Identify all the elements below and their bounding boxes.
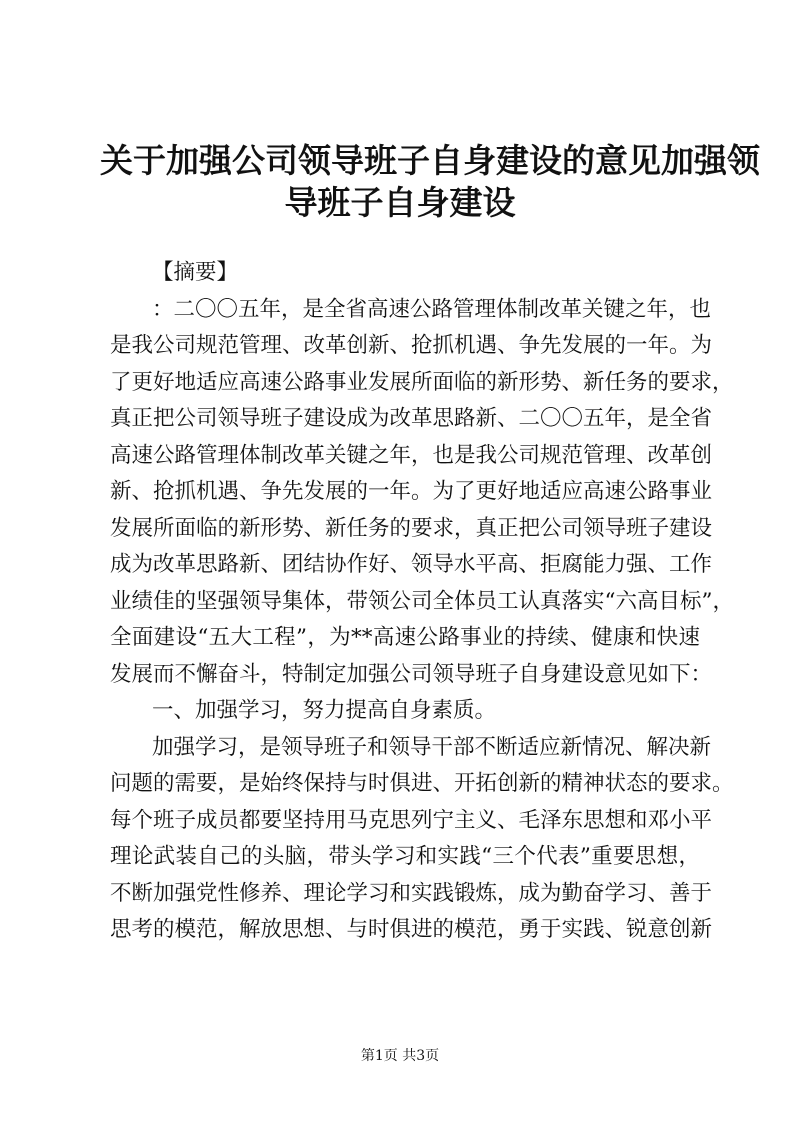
paragraph-line: 发展而不懈奋斗，特制定加强公司领导班子自身建设意见如下： <box>110 661 713 687</box>
paragraph-line: 了更好地适应高速公路事业发展所面临的新形势、新任务的要求， <box>110 369 734 395</box>
paragraph-line: 高速公路管理体制改革关键之年，也是我公司规范管理、改革创 <box>110 442 713 468</box>
paragraph-line: 业绩佳的坚强领导集体，带领公司全体员工认真落实“六高目标”， <box>110 588 734 614</box>
paragraph-line: 新、抢抓机遇、争先发展的一年。为了更好地适应高速公路事业 <box>110 479 713 504</box>
paragraph-line: 全面建设“五大工程”，为**高速公路事业的持续、健康和快速 <box>110 625 700 650</box>
paragraph-line: 发展所面临的新形势、新任务的要求，真正把公司领导班子建设 <box>110 515 713 541</box>
abstract-heading: 【摘要】 <box>152 260 239 285</box>
title-line-2: 导班子自身建设 <box>284 183 516 222</box>
paragraph-line: 不断加强党性修养、理论学习和实践锻炼，成为勤奋学习、善于 <box>110 880 713 906</box>
paragraph-line: 真正把公司领导班子建设成为改革思路新、二〇〇五年，是全省 <box>110 406 713 431</box>
paragraph-line: 思考的模范，解放思想、与时俱进的模范，勇于实践、锐意创新 <box>110 917 713 942</box>
document-title <box>100 140 760 224</box>
paragraph-line: 成为改革思路新、团结协作好、领导水平高、拒腐能力强、工作 <box>110 552 713 577</box>
paragraph-line: 是我公司规范管理、改革创新、抢抓机遇、争先发展的一年。为 <box>110 333 713 358</box>
title-line-1: 关于加强公司领导班子自身建设的意见加强领 <box>100 141 760 180</box>
page-footer: 第1页 共3页 <box>360 1048 440 1064</box>
paragraph-line: 问题的需要，是始终保持与时俱进、开拓创新的精神状态的要求。 <box>110 771 734 796</box>
paragraph-line: 加强学习，是领导班子和领导干部不断适应新情况、解决新 <box>152 734 712 760</box>
paragraph-line: 每个班子成员都要坚持用马克思列宁主义、毛泽东思想和邓小平 <box>110 807 713 833</box>
paragraph-line: 理论武装自己的头脑，带头学习和实践“三个代表”重要思想， <box>110 844 700 869</box>
paragraph-line: ：二〇〇五年，是全省高速公路管理体制改革关键之年，也 <box>152 296 712 322</box>
document-body <box>110 255 734 949</box>
section-heading: 一、加强学习，努力提高自身素质。 <box>152 698 497 723</box>
